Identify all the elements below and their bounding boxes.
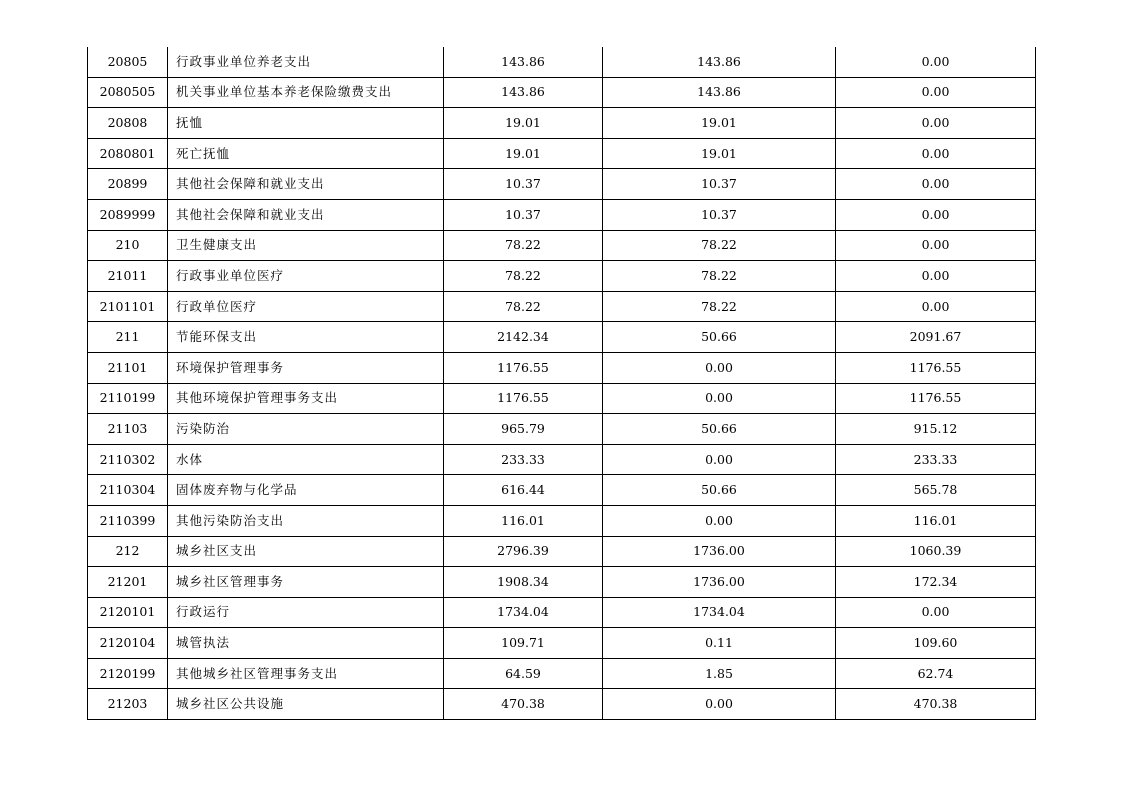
project-expenditure-cell: 0.00 bbox=[836, 108, 1036, 139]
total-amount-cell: 116.01 bbox=[444, 505, 603, 536]
project-expenditure-cell: 0.00 bbox=[836, 261, 1036, 292]
basic-expenditure-cell: 1734.04 bbox=[603, 597, 836, 628]
total-amount-cell: 10.37 bbox=[444, 169, 603, 200]
basic-expenditure-cell: 50.66 bbox=[603, 322, 836, 353]
project-expenditure-cell: 0.00 bbox=[836, 291, 1036, 322]
table-row bbox=[88, 597, 1036, 628]
basic-expenditure-cell: 143.86 bbox=[603, 77, 836, 108]
total-amount-cell: 965.79 bbox=[444, 414, 603, 445]
table-row bbox=[88, 475, 1036, 506]
basic-expenditure-cell: 19.01 bbox=[603, 108, 836, 139]
table-row bbox=[88, 230, 1036, 261]
basic-expenditure-cell: 0.00 bbox=[603, 383, 836, 414]
basic-expenditure-cell: 78.22 bbox=[603, 291, 836, 322]
basic-expenditure-cell: 0.00 bbox=[603, 352, 836, 383]
project-expenditure-cell: 565.78 bbox=[836, 475, 1036, 506]
project-expenditure-cell: 0.00 bbox=[836, 47, 1036, 77]
subject-code-cell: 21011 bbox=[88, 261, 168, 292]
basic-expenditure-cell: 1736.00 bbox=[603, 567, 836, 598]
subject-code-cell: 21103 bbox=[88, 414, 168, 445]
table-row bbox=[88, 628, 1036, 659]
project-expenditure-cell: 0.00 bbox=[836, 597, 1036, 628]
table-row bbox=[88, 108, 1036, 139]
budget-table-page bbox=[87, 47, 1035, 720]
total-amount-cell: 10.37 bbox=[444, 199, 603, 230]
basic-expenditure-cell: 50.66 bbox=[603, 475, 836, 506]
subject-code-cell: 2089999 bbox=[88, 199, 168, 230]
expenditure-table bbox=[87, 47, 1036, 720]
project-expenditure-cell: 233.33 bbox=[836, 444, 1036, 475]
subject-code-cell: 2080801 bbox=[88, 138, 168, 169]
total-amount-cell: 1908.34 bbox=[444, 567, 603, 598]
total-amount-cell: 1176.55 bbox=[444, 383, 603, 414]
subject-code-cell: 20805 bbox=[88, 47, 168, 77]
subject-code-cell: 2110199 bbox=[88, 383, 168, 414]
total-amount-cell: 616.44 bbox=[444, 475, 603, 506]
basic-expenditure-cell: 50.66 bbox=[603, 414, 836, 445]
table-row bbox=[88, 261, 1036, 292]
table-row bbox=[88, 169, 1036, 200]
subject-code-cell: 210 bbox=[88, 230, 168, 261]
project-expenditure-cell: 116.01 bbox=[836, 505, 1036, 536]
subject-code-cell: 2080505 bbox=[88, 77, 168, 108]
project-expenditure-cell: 109.60 bbox=[836, 628, 1036, 659]
subject-code-cell: 21101 bbox=[88, 352, 168, 383]
project-expenditure-cell: 2091.67 bbox=[836, 322, 1036, 353]
project-expenditure-cell: 915.12 bbox=[836, 414, 1036, 445]
project-expenditure-cell: 1176.55 bbox=[836, 383, 1036, 414]
subject-name-cell: 城管执法 bbox=[168, 628, 444, 659]
project-expenditure-cell: 0.00 bbox=[836, 199, 1036, 230]
basic-expenditure-cell: 10.37 bbox=[603, 199, 836, 230]
subject-name-cell: 城乡社区管理事务 bbox=[168, 567, 444, 598]
total-amount-cell: 78.22 bbox=[444, 230, 603, 261]
project-expenditure-cell: 0.00 bbox=[836, 169, 1036, 200]
subject-name-cell: 城乡社区公共设施 bbox=[168, 689, 444, 720]
total-amount-cell: 1734.04 bbox=[444, 597, 603, 628]
subject-name-cell: 水体 bbox=[168, 444, 444, 475]
table-row bbox=[88, 567, 1036, 598]
table-row bbox=[88, 536, 1036, 567]
table-row bbox=[88, 444, 1036, 475]
table-row bbox=[88, 322, 1036, 353]
total-amount-cell: 233.33 bbox=[444, 444, 603, 475]
basic-expenditure-cell: 78.22 bbox=[603, 261, 836, 292]
subject-name-cell: 污染防治 bbox=[168, 414, 444, 445]
project-expenditure-cell: 1060.39 bbox=[836, 536, 1036, 567]
subject-code-cell: 2110302 bbox=[88, 444, 168, 475]
project-expenditure-cell: 0.00 bbox=[836, 230, 1036, 261]
table-row bbox=[88, 291, 1036, 322]
subject-name-cell: 行政事业单位养老支出 bbox=[168, 47, 444, 77]
basic-expenditure-cell: 0.11 bbox=[603, 628, 836, 659]
total-amount-cell: 143.86 bbox=[444, 77, 603, 108]
subject-name-cell: 行政事业单位医疗 bbox=[168, 261, 444, 292]
subject-code-cell: 21201 bbox=[88, 567, 168, 598]
total-amount-cell: 78.22 bbox=[444, 261, 603, 292]
total-amount-cell: 19.01 bbox=[444, 138, 603, 169]
subject-code-cell: 2120199 bbox=[88, 658, 168, 689]
subject-code-cell: 212 bbox=[88, 536, 168, 567]
table-row bbox=[88, 689, 1036, 720]
project-expenditure-cell: 0.00 bbox=[836, 77, 1036, 108]
basic-expenditure-cell: 143.86 bbox=[603, 47, 836, 77]
project-expenditure-cell: 1176.55 bbox=[836, 352, 1036, 383]
table-row bbox=[88, 138, 1036, 169]
total-amount-cell: 109.71 bbox=[444, 628, 603, 659]
subject-code-cell: 2110304 bbox=[88, 475, 168, 506]
subject-name-cell: 固体废弃物与化学品 bbox=[168, 475, 444, 506]
project-expenditure-cell: 470.38 bbox=[836, 689, 1036, 720]
total-amount-cell: 1176.55 bbox=[444, 352, 603, 383]
basic-expenditure-cell: 0.00 bbox=[603, 444, 836, 475]
project-expenditure-cell: 62.74 bbox=[836, 658, 1036, 689]
table-body bbox=[88, 47, 1036, 720]
subject-code-cell: 2120104 bbox=[88, 628, 168, 659]
subject-code-cell: 20808 bbox=[88, 108, 168, 139]
total-amount-cell: 2796.39 bbox=[444, 536, 603, 567]
subject-name-cell: 死亡抚恤 bbox=[168, 138, 444, 169]
subject-name-cell: 其他社会保障和就业支出 bbox=[168, 199, 444, 230]
subject-code-cell: 2110399 bbox=[88, 505, 168, 536]
subject-code-cell: 211 bbox=[88, 322, 168, 353]
subject-name-cell: 其他环境保护管理事务支出 bbox=[168, 383, 444, 414]
subject-name-cell: 其他污染防治支出 bbox=[168, 505, 444, 536]
subject-code-cell: 2101101 bbox=[88, 291, 168, 322]
subject-name-cell: 行政单位医疗 bbox=[168, 291, 444, 322]
subject-name-cell: 行政运行 bbox=[168, 597, 444, 628]
subject-name-cell: 机关事业单位基本养老保险缴费支出 bbox=[168, 77, 444, 108]
subject-name-cell: 其他城乡社区管理事务支出 bbox=[168, 658, 444, 689]
total-amount-cell: 470.38 bbox=[444, 689, 603, 720]
total-amount-cell: 143.86 bbox=[444, 47, 603, 77]
subject-code-cell: 21203 bbox=[88, 689, 168, 720]
total-amount-cell: 78.22 bbox=[444, 291, 603, 322]
total-amount-cell: 64.59 bbox=[444, 658, 603, 689]
subject-name-cell: 抚恤 bbox=[168, 108, 444, 139]
table-row bbox=[88, 505, 1036, 536]
subject-name-cell: 节能环保支出 bbox=[168, 322, 444, 353]
basic-expenditure-cell: 10.37 bbox=[603, 169, 836, 200]
subject-code-cell: 2120101 bbox=[88, 597, 168, 628]
basic-expenditure-cell: 1736.00 bbox=[603, 536, 836, 567]
subject-code-cell: 20899 bbox=[88, 169, 168, 200]
subject-name-cell: 城乡社区支出 bbox=[168, 536, 444, 567]
table-row bbox=[88, 414, 1036, 445]
basic-expenditure-cell: 0.00 bbox=[603, 689, 836, 720]
basic-expenditure-cell: 19.01 bbox=[603, 138, 836, 169]
basic-expenditure-cell: 0.00 bbox=[603, 505, 836, 536]
subject-name-cell: 其他社会保障和就业支出 bbox=[168, 169, 444, 200]
table-row bbox=[88, 352, 1036, 383]
basic-expenditure-cell: 78.22 bbox=[603, 230, 836, 261]
total-amount-cell: 19.01 bbox=[444, 108, 603, 139]
table-row bbox=[88, 658, 1036, 689]
table-row bbox=[88, 199, 1036, 230]
subject-name-cell: 卫生健康支出 bbox=[168, 230, 444, 261]
total-amount-cell: 2142.34 bbox=[444, 322, 603, 353]
project-expenditure-cell: 172.34 bbox=[836, 567, 1036, 598]
table-row bbox=[88, 77, 1036, 108]
basic-expenditure-cell: 1.85 bbox=[603, 658, 836, 689]
table-row bbox=[88, 383, 1036, 414]
subject-name-cell: 环境保护管理事务 bbox=[168, 352, 444, 383]
table-row bbox=[88, 47, 1036, 77]
project-expenditure-cell: 0.00 bbox=[836, 138, 1036, 169]
